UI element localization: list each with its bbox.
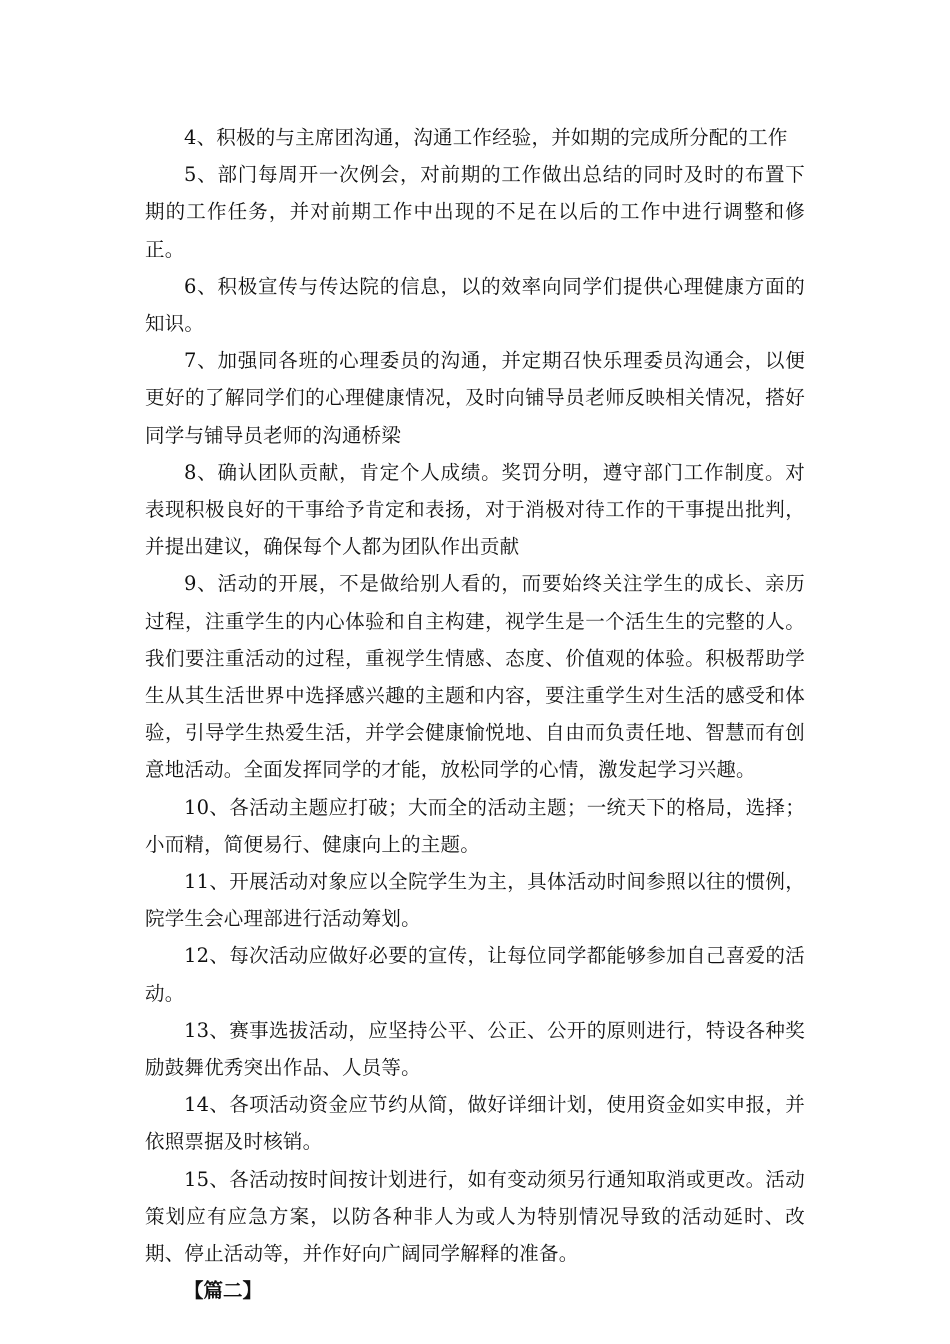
section-heading: 【篇二】 — [184, 1279, 263, 1303]
paragraph-item-6: 6、积极宣传与传达院的信息，以的效率向同学们提供心理健康方面的知识。 — [145, 274, 805, 336]
paragraph-item-14: 14、各项活动资金应节约从简，做好详细计划，使用资金如实申报，并依照票据及时核销。 — [145, 1093, 805, 1154]
paragraph-item-7: 7、加强同各班的心理委员的沟通，并定期召快乐理委员沟通会，以便更好的了解同学们的心理健康情况，及时向铺导员老师反映相关情况，搭好同学与铺导员老师的沟通桥梁 — [145, 349, 805, 447]
paragraph-item-11: 11、开展活动对象应以全院学生为主，具体活动时间参照以往的惯例，院学生会心理部进行活动筹划。 — [145, 870, 805, 931]
paragraph-item-12: 12、每次活动应做好必要的宣传，让每位同学都能够参加自己喜爱的活动。 — [145, 944, 805, 1005]
paragraph-item-15: 15、各活动按时间按计划进行，如有变动须另行通知取消或更改。活动策划应有应急方案，以防各种非人为或人为特别情况导致的活动延时、改期、停止活动等，并作好向广阔同学解释的准备。 — [145, 1167, 805, 1266]
document-body — [145, 119, 805, 1310]
paragraph-item-9: 9、活动的开展，不是做给别人看的，而要始终关注学生的成长、亲历过程，注重学生的内心体验和自主构建，视学生是一个活生生的完整的人。我们要注重活动的过程，重视学生情感、态度、价值观的体验。积极帮助学生从其生活世界中选择感兴趣的主题和内容，要注重学生对生活的感受和体验，引导学生热爱生活，并学会健康愉悦地、自由而负责任地、智慧而有创意地活动。全面发挥同学的才能，放松同学的心情，激发起学习兴趣。 — [145, 572, 805, 782]
paragraph-item-5: 5、部门每周开一次例会，对前期的工作做出总结的同时及时的布置下期的工作任务，并对前期工作中出现的不足在以后的工作中进行调整和修正。 — [145, 163, 805, 261]
paragraph-item-8: 8、确认团队贡献，肯定个人成绩。奖罚分明，遵守部门工作制度。对表现积极良好的干事给予肯定和表扬，对于消极对待工作的干事提出批判，并提出建议，确保每个人都为团队作出贡献 — [145, 460, 805, 559]
paragraph-item-13: 13、赛事选拔活动，应坚持公平、公正、公开的原则进行，特设各种奖励鼓舞优秀突出作品、人员等。 — [145, 1018, 805, 1080]
paragraph-item-10: 10、各活动主题应打破；大而全的活动主题；一统天下的格局，选择；小而精，简便易行、健康向上的主题。 — [145, 795, 805, 856]
paragraph-item-4: 4、积极的与主席团沟通，沟通工作经验，并如期的完成所分配的工作 — [184, 126, 788, 149]
